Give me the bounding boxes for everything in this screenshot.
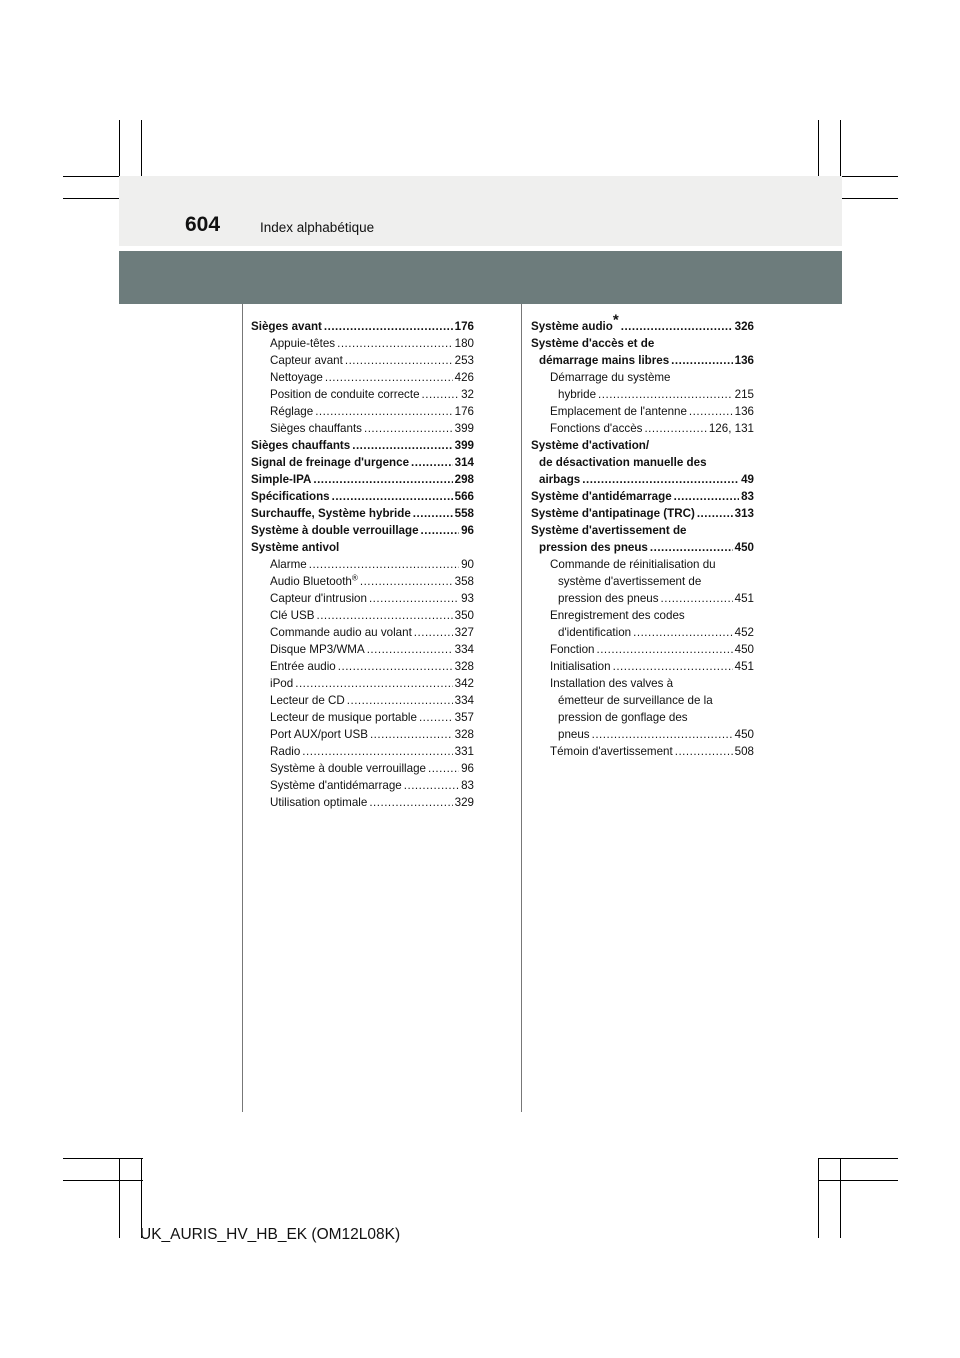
index-entry (251, 709, 474, 726)
leader-dots (370, 726, 453, 743)
entry-label: Système d'antidémarrage (531, 490, 672, 503)
index-entry (531, 726, 754, 743)
leader-dots (302, 743, 452, 760)
entry-label: pression des pneus (539, 541, 648, 554)
leader-dots (345, 352, 453, 369)
page-ref: 426 (454, 371, 474, 384)
entry-label: Fonctions d'accès (550, 422, 643, 435)
leader-dots (592, 726, 733, 743)
index-entry (251, 403, 474, 420)
page-ref: 49 (741, 473, 754, 486)
crop-mark (818, 1158, 898, 1159)
column-divider (521, 304, 522, 1112)
index-entry (251, 335, 474, 352)
entry-label: Sièges chauffants (270, 422, 362, 435)
asterisk-mark: * (612, 311, 619, 329)
leader-dots (633, 624, 733, 641)
index-entry (531, 743, 754, 760)
leader-dots (347, 692, 453, 709)
leader-dots (309, 556, 459, 573)
leader-dots (419, 709, 453, 726)
entry-label: Alarme (270, 558, 307, 571)
entry-label: Système audio* (531, 311, 619, 333)
index-entry (531, 386, 754, 403)
index-entry (531, 624, 754, 641)
entry-label: démarrage mains libres (539, 354, 670, 367)
entry-label: pression de gonflage des (558, 711, 688, 724)
entry-label: Système d'accès et de (531, 337, 655, 350)
crop-mark (63, 1180, 143, 1181)
page-ref: 566 (454, 490, 474, 503)
index-entry (531, 488, 754, 505)
page-ref: 327 (454, 626, 474, 639)
entry-label: Capteur d'intrusion (270, 592, 367, 605)
entry-label: Port AUX/port USB (270, 728, 368, 741)
section-title: Index alphabétique (260, 220, 375, 235)
leader-dots (428, 760, 459, 777)
crop-mark (63, 1158, 143, 1159)
entry-label: Commande audio au volant (270, 626, 412, 639)
page-ref: 451 (734, 660, 754, 673)
index-entry (251, 760, 474, 777)
entry-label: Témoin d'avertissement (550, 745, 673, 758)
page-ref: 136 (734, 354, 754, 367)
page-ref: 350 (454, 609, 474, 622)
page-ref: 334 (454, 694, 474, 707)
page-ref: 328 (454, 728, 474, 741)
entry-label: système d'avertissement de (558, 575, 702, 588)
leader-dots (596, 641, 732, 658)
entry-label: Installation des valves à (550, 677, 674, 690)
index-entry (251, 488, 474, 505)
entry-label: airbags (539, 473, 581, 486)
entry-label: Radio (270, 745, 301, 758)
index-entry (251, 675, 474, 692)
leader-dots (337, 335, 453, 352)
leader-dots (324, 318, 453, 335)
entry-label: Nettoyage (270, 371, 323, 384)
leader-dots (422, 386, 460, 403)
leader-dots (367, 641, 453, 658)
index-entry (531, 658, 754, 675)
entry-label: Initialisation (550, 660, 611, 673)
leader-dots (671, 352, 732, 369)
index-entry (531, 311, 754, 335)
entry-label: Entrée audio (270, 660, 336, 673)
entry-label: Fonction (550, 643, 595, 656)
page-ref: 334 (454, 643, 474, 656)
leader-dots (352, 437, 452, 454)
index-entry (251, 420, 474, 437)
index-entry (251, 658, 474, 675)
entry-label: Système à double verrouillage (270, 762, 426, 775)
entry-label: d'identification (558, 626, 632, 639)
leader-dots (582, 471, 739, 488)
index-entry (251, 386, 474, 403)
index-entry (251, 743, 474, 760)
crop-mark (119, 1158, 120, 1238)
entry-label: Sièges avant (251, 320, 322, 333)
entry-label: Appuie-têtes (270, 337, 336, 350)
leader-dots (661, 590, 733, 607)
page-number: 604 (185, 213, 221, 236)
entry-label: Commande de réinitialisation du (550, 558, 716, 571)
crop-mark (840, 1158, 841, 1238)
entry-label: de désactivation manuelle des (539, 456, 707, 469)
page-ref: 558 (454, 507, 474, 520)
index-entry (531, 352, 754, 369)
entry-label: Spécifications (251, 490, 330, 503)
page-ref: 331 (454, 745, 474, 758)
leader-dots (313, 471, 452, 488)
left-margin-rule (242, 304, 243, 1112)
document-code: UK_AURIS_HV_HB_EK (OM12L08K) (140, 1226, 401, 1243)
index-entry (251, 726, 474, 743)
page-ref: 176 (454, 320, 474, 333)
entry-label: Enregistrement des codes (550, 609, 685, 622)
leader-dots (650, 539, 733, 556)
index-entry (531, 539, 754, 556)
page-ref: 136 (734, 405, 754, 418)
index-entry (251, 624, 474, 641)
leader-dots (338, 658, 453, 675)
entry-label: Lecteur de CD (270, 694, 345, 707)
index-entry (251, 352, 474, 369)
crop-mark (818, 1180, 898, 1181)
index-entry (251, 590, 474, 607)
entry-label: hybride (558, 388, 597, 401)
leader-dots (413, 505, 453, 522)
page-ref: 358 (454, 575, 474, 588)
page-ref: 96 (461, 762, 474, 775)
page-ref: 399 (454, 439, 474, 452)
index-entry (531, 590, 754, 607)
entry-label: Système d'avertissement de (531, 524, 687, 537)
entry-label: Système d'antipatinage (TRC) (531, 507, 695, 520)
entry-label: Système d'activation/ (531, 439, 650, 452)
entry-label: pression des pneus (558, 592, 659, 605)
crop-mark (818, 1158, 819, 1238)
entry-label: émetteur de surveillance de la (558, 694, 713, 707)
entry-label: Position de conduite correcte (270, 388, 420, 401)
leader-dots (411, 454, 453, 471)
leader-dots (689, 403, 733, 420)
entry-label: Utilisation optimale (270, 796, 368, 809)
index-entry (531, 505, 754, 522)
entry-label: Simple-IPA (251, 473, 312, 486)
index-entry (251, 454, 474, 471)
index-entry (251, 692, 474, 709)
page-ref: 83 (741, 490, 754, 503)
leader-dots (414, 624, 453, 641)
page-ref: 357 (454, 711, 474, 724)
page-ref: 215 (734, 388, 754, 401)
entry-label: Système antivol (251, 541, 340, 554)
page-ref: 253 (454, 354, 474, 367)
page-ref: 96 (461, 524, 474, 537)
leader-dots (644, 420, 706, 437)
leader-dots (364, 420, 453, 437)
leader-dots (675, 743, 733, 760)
leader-dots (421, 522, 460, 539)
index-entry (251, 556, 474, 573)
entry-label: Système à double verrouillage (251, 524, 419, 537)
entry-label: Surchauffe, Système hybride (251, 507, 411, 520)
page-ref: 399 (454, 422, 474, 435)
index-entry (251, 641, 474, 658)
leader-dots (360, 573, 453, 590)
index-entry (251, 794, 474, 811)
page-ref: 126, 131 (708, 422, 754, 435)
page-ref: 451 (734, 592, 754, 605)
leader-dots (674, 488, 739, 505)
page-ref: 83 (461, 779, 474, 792)
page-ref: 450 (734, 728, 754, 741)
page-ref: 176 (454, 405, 474, 418)
index-entry (251, 539, 474, 556)
page-ref: 93 (461, 592, 474, 605)
page-ref: 329 (454, 796, 474, 809)
entry-label: Capteur avant (270, 354, 343, 367)
index-entry (251, 369, 474, 386)
entry-label: Clé USB (270, 609, 315, 622)
entry-label: Disque MP3/WMA (270, 643, 365, 656)
leader-dots (332, 488, 453, 505)
index-entry (251, 318, 474, 335)
entry-label: Lecteur de musique portable (270, 711, 417, 724)
index-entry (251, 777, 474, 794)
leader-dots (613, 658, 733, 675)
page-ref: 452 (734, 626, 754, 639)
page-ref: 326 (734, 320, 754, 333)
entry-label: iPod (270, 677, 294, 690)
page-ref: 180 (454, 337, 474, 350)
entry-label: pneus (558, 728, 590, 741)
leader-dots (325, 369, 453, 386)
page-ref: 298 (454, 473, 474, 486)
leader-dots (369, 794, 452, 811)
index-entry (531, 471, 754, 488)
entry-label: Démarrage du système (550, 371, 671, 384)
leader-dots (369, 590, 459, 607)
leader-dots (315, 403, 452, 420)
entry-label: Signal de freinage d'urgence (251, 456, 410, 469)
header-band (119, 176, 842, 246)
page-ref: 32 (461, 388, 474, 401)
leader-dots (697, 505, 733, 522)
index-entry (251, 505, 474, 522)
entry-label: Audio Bluetooth® (270, 573, 358, 588)
page-ref: 328 (454, 660, 474, 673)
entry-label: Emplacement de l'antenne (550, 405, 687, 418)
page-ref: 314 (454, 456, 474, 469)
leader-dots (316, 607, 452, 624)
header-bar (119, 251, 842, 304)
index-entry (251, 437, 474, 454)
leader-dots (621, 318, 733, 335)
index-entry (251, 573, 474, 590)
page-ref: 342 (454, 677, 474, 690)
index-entry (531, 420, 754, 437)
index-entry (531, 641, 754, 658)
index-entry (531, 403, 754, 420)
entry-label: Sièges chauffants (251, 439, 351, 452)
index-entry (251, 607, 474, 624)
registered-mark: ® (351, 573, 358, 583)
page-ref: 90 (461, 558, 474, 571)
entry-label: Réglage (270, 405, 314, 418)
leader-dots (404, 777, 459, 794)
entry-label: Système d'antidémarrage (270, 779, 402, 792)
page-ref: 450 (734, 541, 754, 554)
page-ref: 313 (734, 507, 754, 520)
index-entry (251, 522, 474, 539)
leader-dots (598, 386, 733, 403)
index-entry (251, 471, 474, 488)
page-ref: 450 (734, 643, 754, 656)
index-column-left (251, 318, 474, 811)
leader-dots (295, 675, 452, 692)
index-column-right (531, 311, 754, 760)
page-ref: 508 (734, 745, 754, 758)
